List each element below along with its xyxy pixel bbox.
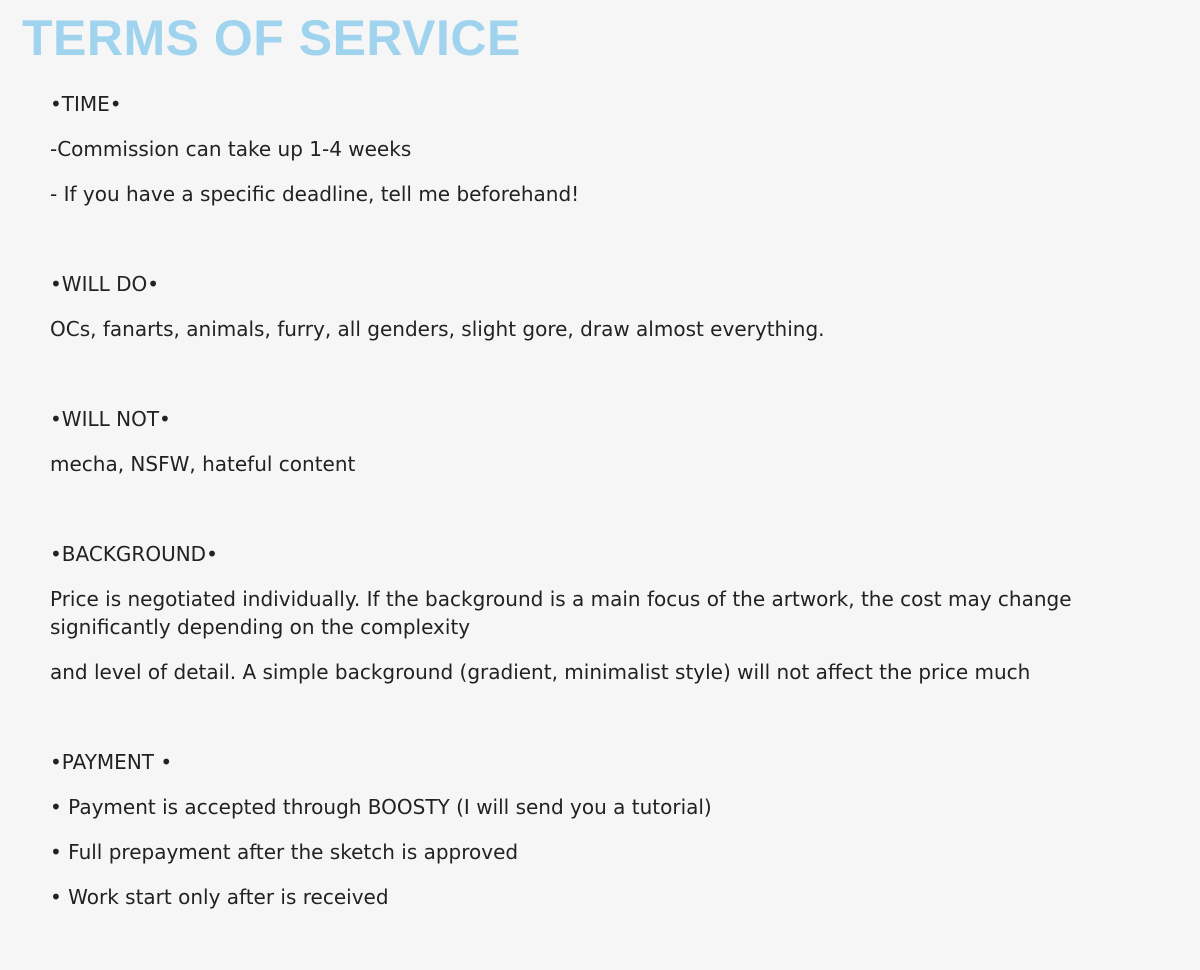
section-heading-will-do: •WILL DO• bbox=[50, 272, 160, 296]
payment-line-2: • Full prepayment after the sketch is approved bbox=[50, 840, 519, 864]
payment-line-3: • Work start only after is received bbox=[50, 885, 389, 909]
section-heading-payment: •PAYMENT • bbox=[50, 750, 173, 774]
section-heading-will-not: •WILL NOT• bbox=[50, 407, 171, 431]
will-do-line-1: OCs, fanarts, animals, furry, all genders, slight gore, draw almost everything. bbox=[50, 317, 825, 341]
will-not-line-1: mecha, NSFW, hateful content bbox=[50, 452, 356, 476]
terms-content bbox=[50, 90, 1170, 911]
time-line-2: - If you have a specific deadline, tell me beforehand! bbox=[50, 182, 580, 206]
payment-line-1: • Payment is accepted through BOOSTY (I will send you a tutorial) bbox=[50, 795, 712, 819]
background-line-1: Price is negotiated individually. If the background is a main focus of the artwork, the cost may change significantly depending on the complexity bbox=[50, 587, 1072, 639]
section-heading-time: •TIME• bbox=[50, 92, 122, 116]
page-title: TERMS OF SERVICE bbox=[22, 10, 521, 66]
time-line-1: -Commission can take up 1-4 weeks bbox=[50, 137, 412, 161]
background-line-2: and level of detail. A simple background (gradient, minimalist style) will not affect the price much bbox=[50, 660, 1031, 684]
section-heading-background: •BACKGROUND• bbox=[50, 542, 218, 566]
